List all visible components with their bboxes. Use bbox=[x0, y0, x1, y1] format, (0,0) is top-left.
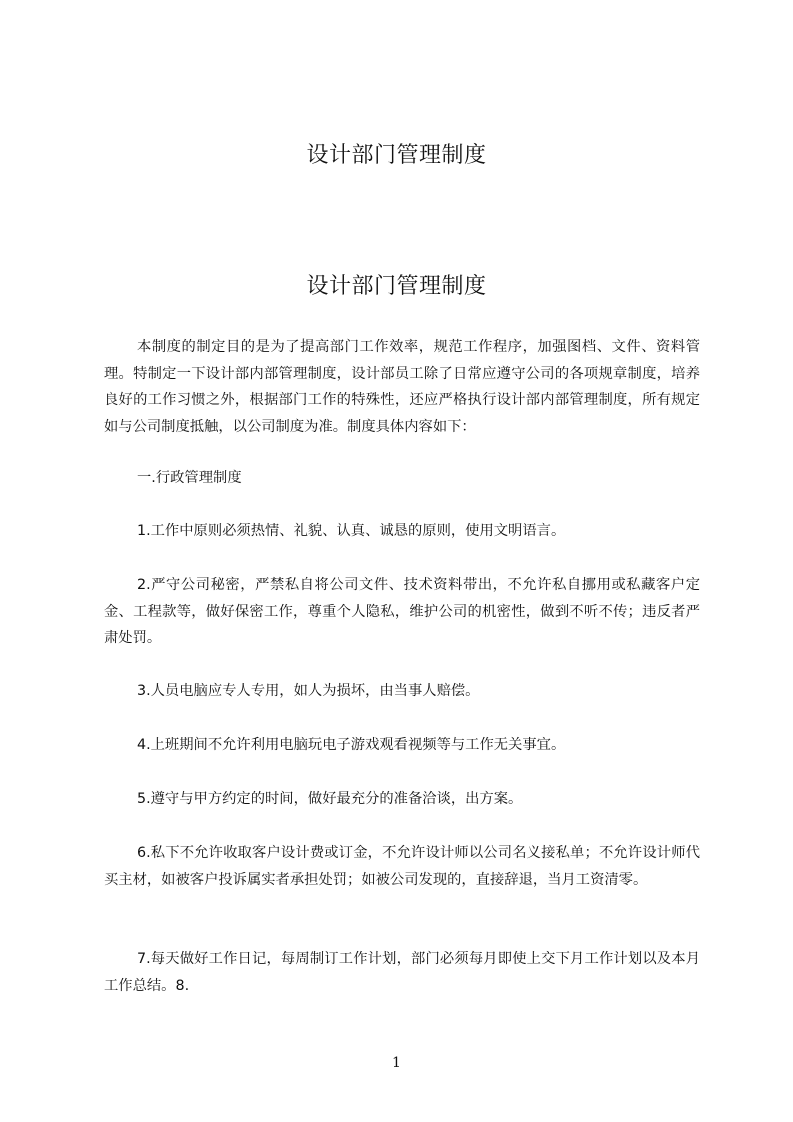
list-item-6: 6.私下不允许收取客户设计费或订金，不允许设计师以公司名义接私单；不允许设计师代买主材，如被客户投诉属实者承担处罚；如被公司发现的，直接辞退，当月工资清零。 bbox=[104, 845, 700, 888]
document-title: 设计部门管理制度 bbox=[306, 274, 487, 299]
document-title-top: 设计部门管理制度 bbox=[306, 143, 487, 168]
list-item-1: 1.工作中原则必须热情、礼貌、认真、诚恳的原则，使用文明语言。 bbox=[137, 523, 566, 539]
list-item-7: 7.每天做好工作日记，每周制订工作计划，部门必须每月即使上交下月工作计划以及本月工作总结。8. bbox=[104, 951, 700, 994]
list-item-4: 4.上班期间不允许利用电脑玩电子游戏观看视频等与工作无关事宜。 bbox=[137, 737, 566, 753]
intro-paragraph: 本制度的制定目的是为了提高部门工作效率，规范工作程序，加强图档、文件、资料管理。特制定一下设计部内部管理制度，设计部员工除了日常应遵守公司的各项规章制度，培养良好的工作习惯之外，根据部门工作的特殊性，还应严格执行设计部内部管理制度，所有规定如与公司制度抵触，以公司制度为准。制度具体内容如下： bbox=[104, 339, 700, 435]
page-number: 1 bbox=[392, 1055, 401, 1071]
list-item-2: 2.严守公司秘密，严禁私自将公司文件、技术资料带出，不允许私自挪用或私藏客户定金、工程款等，做好保密工作，尊重个人隐私，维护公司的机密性，做到不听不传；违反者严肃处罚。 bbox=[104, 577, 700, 646]
list-item-5: 5.遵守与甲方约定的时间，做好最充分的准备洽谈，出方案。 bbox=[137, 791, 523, 807]
section-heading-administrative: 一.行政管理制度 bbox=[137, 470, 242, 486]
list-item-3: 3.人员电脑应专人专用，如人为损坏，由当事人赔偿。 bbox=[137, 683, 480, 699]
